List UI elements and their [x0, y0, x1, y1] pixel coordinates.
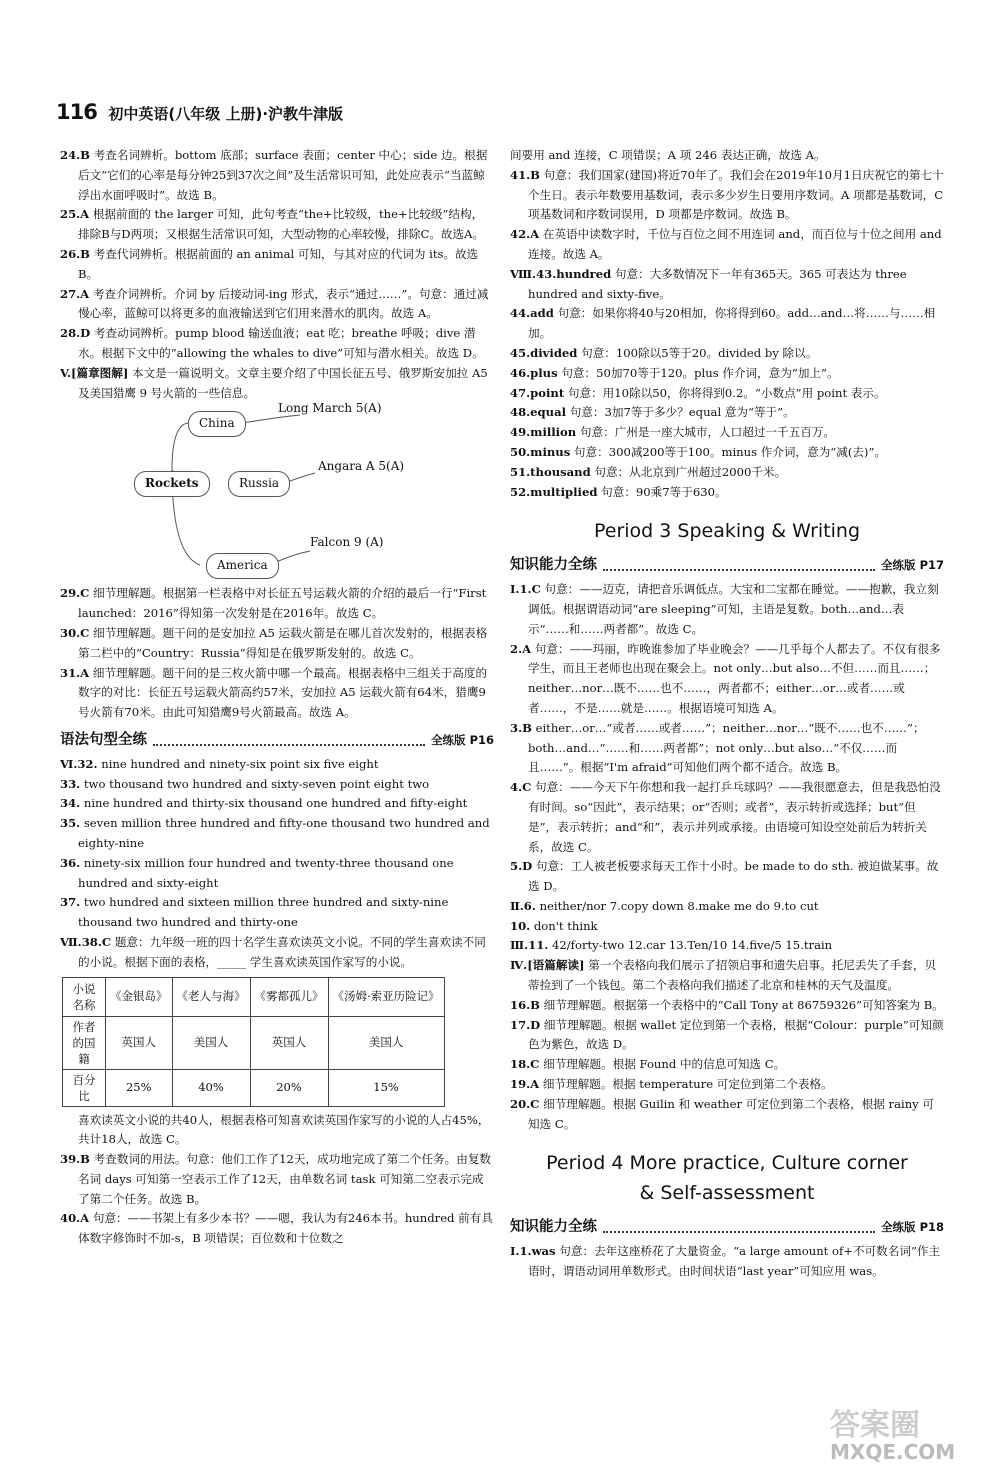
answer-item: [60, 364, 494, 404]
answer-item: [510, 719, 944, 778]
answer-number: Ⅷ.43.hundred: [510, 266, 612, 281]
answer-item: [60, 146, 494, 205]
answer-text: 题意：九年级一班的四十名学生喜欢读英文小说。不同的学生喜欢读不同的小说。根据下面的表格，_____ 学生喜欢读英国作家写的小说。: [78, 934, 486, 969]
answer-text: nine hundred and thirty-six thousand one hundred and fifty-eight: [83, 796, 468, 811]
answer-number: 20.C: [510, 1096, 540, 1111]
answer-text: 考查名词辨析。bottom 底部；surface 表面；center 中心；side 边。根据后文“它们的心率是每分钟25到37次之间”及生活常识可知，此处应表示“当蓝鲸浮出水面呼吸时”。故选 B。: [78, 148, 488, 202]
answer-item: [60, 755, 494, 775]
answer-number: 24.B: [60, 148, 90, 162]
answer-text: 句意：3加7等于多少？equal 意为“等于”。: [569, 405, 795, 420]
answer-text: seven million three hundred and fifty-one thousand two hundred and eighty-nine: [78, 816, 490, 850]
answer-number: 33.: [60, 776, 81, 791]
answer-number: 28.D: [60, 326, 91, 341]
answer-item: [510, 936, 944, 956]
answer-item: [510, 580, 944, 639]
answer-text: nine hundred and ninety-six point six five eight: [101, 756, 379, 771]
answer-text: 本文是一篇说明文。文章主要介绍了中国长征五号、俄罗斯安加拉 A5 及美国猎鹰 9 号火箭的一些信息。: [78, 365, 488, 400]
rocket-mindmap: [60, 401, 494, 580]
answer-text: 句意：——迈克，请把音乐调低点。大宝和二宝都在睡觉。——抱歉，我立刻调低。根据谓语动词“are sleeping”可知，主语是复数。both…and…表示“……和……两者都”。故选 C。: [528, 582, 939, 636]
answer-item: [510, 1016, 944, 1056]
mindmap-label-america: Falcon 9 (A): [310, 535, 384, 550]
novel-table: [62, 977, 445, 1107]
answer-text: 考查介词辨析。介词 by 后接动词-ing 形式，表示“通过……”。句意：通过减慢心率，蓝鲸可以将更多的血液输送到它们用来潜水的肌肉。故选 A。: [78, 286, 489, 321]
mindmap-node-america: America: [206, 553, 279, 579]
table-cell: 40%: [172, 1069, 250, 1106]
table-cell: 小说名称: [63, 977, 106, 1016]
answer-text: 42/forty-two 12.car 13.Ten/10 14.five/5 15.train: [552, 938, 833, 953]
answer-number: 16.B: [510, 997, 540, 1012]
answer-number: 41.B: [510, 167, 540, 182]
answer-number: 40.A: [60, 1211, 90, 1226]
answer-number: 30.C: [60, 625, 90, 640]
answer-text: 句意：我们国家(建国)将近70年了。我们会在2019年10月1日庆祝它的第七十个生日。表示年数要用基数词，表示多少岁生日要用序数词。A 项都是基数词，C 项基数词和序数词误用，D 项都是序数词。故选 B。: [528, 167, 944, 222]
watermark-logo: 答案圈: [830, 1408, 920, 1443]
answer-text: 细节理解题。根据 temperature 可定位到第二个表格。: [542, 1077, 833, 1092]
answer-item: [510, 1095, 944, 1135]
answer-text: 句意：——今天下午你想和我一起打乒乓球吗？——我很愿意去，但是我恐怕没有时间。so“因此”，表示结果；or“否则；或者”，表示转折或选择；but“但是”，表示转折；and“和”，表示并列或承接。由语境可知设空处前后为转折关系，故选 C。: [528, 780, 941, 854]
period-4-title: Period 4 More practice, Culture corner & Self-assessment: [546, 1152, 908, 1205]
answer-number: 45.divided: [510, 345, 578, 360]
answer-text: 句意：广州是一座大城市，人口超过一千五百万。: [579, 425, 835, 440]
answer-number: 46.plus: [510, 365, 558, 380]
page-number: 116: [56, 100, 97, 124]
answer-number: Ⅰ.1.C: [510, 582, 541, 597]
answer-item: [510, 1242, 944, 1282]
answer-text: 考查代词辨析。根据前面的 an animal 可知，与其对应的代词为 its。故选 B。: [78, 246, 479, 281]
answer-item: [60, 775, 494, 795]
table-cell: 美国人: [172, 1016, 250, 1069]
answer-number: 50.minus: [510, 444, 571, 459]
answer-number: 37.: [60, 895, 81, 910]
watermark-url: MXQE.COM: [830, 1440, 956, 1464]
answer-text: 句意：去年这座桥花了大量资金。“a large amount of+不可数名词”作主语时，谓语动词用单数形式。由时间状语“last year”可知应用 was。: [528, 1244, 941, 1279]
answer-number: 48.equal: [510, 405, 566, 420]
answer-item: [60, 205, 494, 245]
answer-item: [510, 304, 944, 344]
answer-text: don't think: [533, 918, 598, 933]
mindmap-root: Rockets: [134, 471, 210, 497]
table-cell: 25%: [106, 1069, 173, 1106]
answer-item: [60, 245, 494, 285]
answer-number: 5.D: [510, 859, 533, 874]
table-cell: 百分比: [63, 1069, 106, 1106]
answer-item: [510, 443, 944, 463]
table-cell: 美国人: [328, 1016, 444, 1069]
answer-number: 35.: [60, 816, 81, 831]
answer-text: 在英语中读数字时，千位与百位之间不用连词 and，而百位与十位之间用 and 连接。故选 A。: [528, 227, 942, 261]
period-3-title: Period 3 Speaking & Writing: [594, 520, 860, 543]
answer-number: Ⅰ.1.was: [510, 1244, 556, 1259]
mindmap-node-china: China: [188, 411, 246, 437]
answer-text: 细节理解题。题干问的是安加拉 A5 运载火箭是在哪儿首次发射的，根据表格第二栏中的“Country：Russia”得知是在俄罗斯发射的。故选 C。: [78, 625, 488, 660]
answer-text: 细节理解题。根据第一个表格中的“Call Tony at 86759326”可知答案为 B。: [543, 997, 944, 1012]
answer-text: 句意：90乘7等于630。: [601, 484, 727, 499]
answer-item: [510, 265, 944, 305]
answer-item: [60, 664, 494, 723]
answer-item: [510, 384, 944, 404]
answer-item: [510, 483, 944, 503]
answer-text: either…or…“或者……或者……”；neither…nor…“既不……也不……”；both…and…“……和……两者都”；not only…but also…“不仅……而且……”。根据“I'm afraid”可知他们两个都不适合。故选 B。: [528, 720, 925, 775]
answer-text: 间要用 and 连接，C 项错误；A 项 246 表达正确，故选 A。: [510, 148, 826, 162]
answer-text: 句意：——书架上有多少本书？——嗯，我认为有246本书。hundred 前有具体数字修饰时不加-s，B 项错误；百位数和十位数之: [78, 1211, 493, 1246]
page-header: [56, 100, 956, 126]
table-cell: 《金银岛》: [106, 977, 173, 1016]
answer-item: [510, 778, 944, 857]
mindmap-node-russia: Russia: [228, 471, 290, 497]
answer-item: [510, 956, 944, 996]
answer-text: 句意：100除以5等于20。divided by 除以。: [581, 345, 818, 360]
answer-item: [510, 225, 944, 265]
answer-text: 第一个表格向我们展示了招领启事和遗失启事。托尼丢失了手套，贝蒂捡到了一个钱包。第二个表格向我们描述了北京和桂林的天气及温度。: [528, 958, 937, 993]
section-heading-skills-p18: 知识能力全练 全练版 P18: [510, 1219, 944, 1236]
answer-number: Ⅳ.[语篇解读]: [510, 958, 585, 973]
answer-item: [510, 146, 944, 166]
answer-item: [60, 854, 494, 894]
answer-number: 17.D: [510, 1017, 541, 1032]
answer-number: V.[篇章图解]: [60, 365, 129, 380]
mindmap-label-china: Long March 5(A): [278, 401, 382, 416]
answer-text: two hundred and sixteen million three hundred and sixty-nine thousand two hundred and thirty-one: [78, 895, 449, 930]
book-title: 初中英语(八年级 上册)·沪教牛津版: [108, 105, 344, 123]
answer-number: 52.multiplied: [510, 484, 598, 499]
section-heading-grammar: 语法句型全练 全练版 P16: [60, 731, 494, 748]
answer-item: [510, 1075, 944, 1095]
answer-item: [510, 857, 944, 897]
answer-number: Ⅲ.11.: [510, 938, 549, 953]
answer-number: 2.A: [510, 641, 532, 656]
answer-text: 句意：50加70等于120。plus 作介词，意为“加上”。: [561, 365, 839, 380]
table-cell: 英国人: [106, 1016, 173, 1069]
mindmap-label-russia: Angara A 5(A): [318, 459, 405, 474]
answer-item: [510, 917, 944, 937]
answer-number: 27.A: [60, 286, 90, 301]
answer-item: [510, 1055, 944, 1075]
answer-text: 句意：300减200等于100。minus 作介词，意为“减(去)”。: [573, 444, 886, 459]
answer-number: 10.: [510, 918, 531, 933]
answer-number: 31.A: [60, 665, 90, 680]
answer-number: 18.C: [510, 1057, 540, 1072]
answer-number: 29.C: [60, 586, 90, 601]
answer-item: [60, 1150, 494, 1209]
section-heading-skills-p17: 知识能力全练 全练版 P17: [510, 557, 944, 574]
answer-number: 19.A: [510, 1077, 540, 1092]
answer-item: [510, 364, 944, 384]
answer-text: 句意：——玛丽，昨晚谁参加了毕业晚会？——几乎每个人都去了。不仅有很多学生，而且王老师也出现在聚会上。not only…but also…不但……而且……；neither…nor…既不……也不……，两者都不；either…or…或者……或者……，不是……就是……。根据语境可知选 A。: [528, 641, 941, 715]
answer-item: [60, 324, 494, 364]
answer-item: [510, 403, 944, 423]
answer-item: [510, 166, 944, 225]
answer-text: 句意：如果你将40与20相加，你将得到60。add…and…将……与……相加。: [528, 306, 936, 341]
answer-item: [60, 285, 494, 325]
answer-number: 26.B: [60, 246, 90, 261]
answer-item: [60, 624, 494, 664]
answer-item: [510, 996, 944, 1016]
answer-text: 细节理解题。根据 Guilin 和 weather 可定位到第二个表格，根据 rainy 可知选 C。: [528, 1096, 934, 1131]
answer-item: [510, 344, 944, 364]
answer-text: 句意：大多数情况下一年有365天。365 可表达为 three hundred and sixty-five。: [528, 266, 907, 301]
answer-item: [60, 794, 494, 814]
answer-text: 细节理解题。题干问的是三枚火箭中哪一个最高。根据表格中三组关于高度的数字的对比：长征五号运载火箭高约57米，安加拉 A5 运载火箭有64米，猎鹰9号火箭有70米。由此可知猎鹰9号火箭最高。故选 A。: [78, 665, 488, 720]
answer-text: 考查数词的用法。句意：他们工作了12天，成功地完成了第二个任务。由复数名词 days 可知第一空表示工作了12天，由单数名词 task 可知第二空表示完成了第二个任务。故选 B。: [78, 1152, 492, 1206]
answer-text: 细节理解题。根据 wallet 定位到第一个表格，根据“Colour：purple”可知颜色为紫色，故选 D。: [528, 1017, 944, 1052]
answer-number: 44.add: [510, 306, 554, 321]
table-cell: 20%: [250, 1069, 328, 1106]
table-cell: 《老人与海》: [172, 977, 250, 1016]
answer-number: 51.thousand: [510, 464, 591, 479]
answer-item: [60, 1209, 494, 1249]
table-cell: 《雾都孤儿》: [250, 977, 328, 1016]
table-cell: 15%: [328, 1069, 444, 1106]
answer-item: [60, 584, 494, 624]
answer-number: Ⅵ.32.: [60, 756, 98, 771]
answer-item: [510, 423, 944, 443]
answer-text: 根据前面的 the larger 可知，此句考查“the+比较级，the+比较级”结构，排除B与D两项；又根据生活常识可知，大型动物的心率较慢，排除C。故选A。: [78, 207, 485, 242]
answer-number: 47.point: [510, 385, 565, 400]
answer-number: 25.A: [60, 207, 90, 222]
answer-number: 4.C: [510, 780, 532, 795]
answer-number: 36.: [60, 855, 81, 870]
answer-item: [510, 640, 944, 719]
answer-number: 39.B: [60, 1152, 90, 1167]
table-cell: 《汤姆·索亚历险记》: [328, 977, 444, 1016]
answer-number: Ⅶ.38.C: [60, 934, 112, 949]
answer-text: 句意：从北京到广州超过2000千米。: [594, 464, 787, 479]
table-cell: 英国人: [250, 1016, 328, 1069]
answer-text: two thousand two hundred and sixty-seven point eight two: [83, 776, 430, 791]
table-explanation: 喜欢读英文小说的共40人，根据表格可知喜欢读英国作家写的小说的人占45%，共计18人，故选 C。: [78, 1112, 490, 1147]
right-column: [510, 146, 944, 1282]
answer-item: [510, 463, 944, 483]
answer-number: 3.B: [510, 720, 532, 735]
answer-item: [60, 933, 494, 973]
answer-text: 细节理解题。根据第一栏表格中对长征五号运载火箭的介绍的最后一行“First launched：2016”得知第一次发射是在2016年。故选 C。: [78, 586, 487, 621]
answer-text: ninety-six million four hundred and twenty-three thousand one hundred and sixty-eight: [78, 855, 454, 890]
answer-number: 34.: [60, 796, 81, 811]
table-cell: 作者的国籍: [63, 1016, 106, 1069]
answer-number: Ⅱ.6.: [510, 898, 536, 913]
answer-text: 细节理解题。根据 Found 中的信息可知选 C。: [543, 1057, 786, 1072]
answer-text: neither/nor 7.copy down 8.make me do 9.to cut: [539, 898, 819, 913]
answer-number: 42.A: [510, 227, 540, 242]
answer-text: 考查动词辨析。pump blood 输送血液；eat 吃；breathe 呼吸；dive 潜水。根据下文中的“allowing the whales to dive”可知与潜水相关。故选 D。: [78, 326, 484, 360]
answer-item: [60, 814, 494, 854]
answer-text: 句意：工人被老板要求每天工作十小时。be made to do sth. 被迫做某事。故选 D。: [528, 859, 939, 894]
answer-item: [60, 893, 494, 933]
answer-item: [510, 897, 944, 917]
left-column: [60, 146, 494, 1249]
answer-number: 49.million: [510, 425, 577, 440]
answer-text: 句意：用10除以50，你将得到0.2。“小数点”用 point 表示。: [567, 385, 886, 400]
